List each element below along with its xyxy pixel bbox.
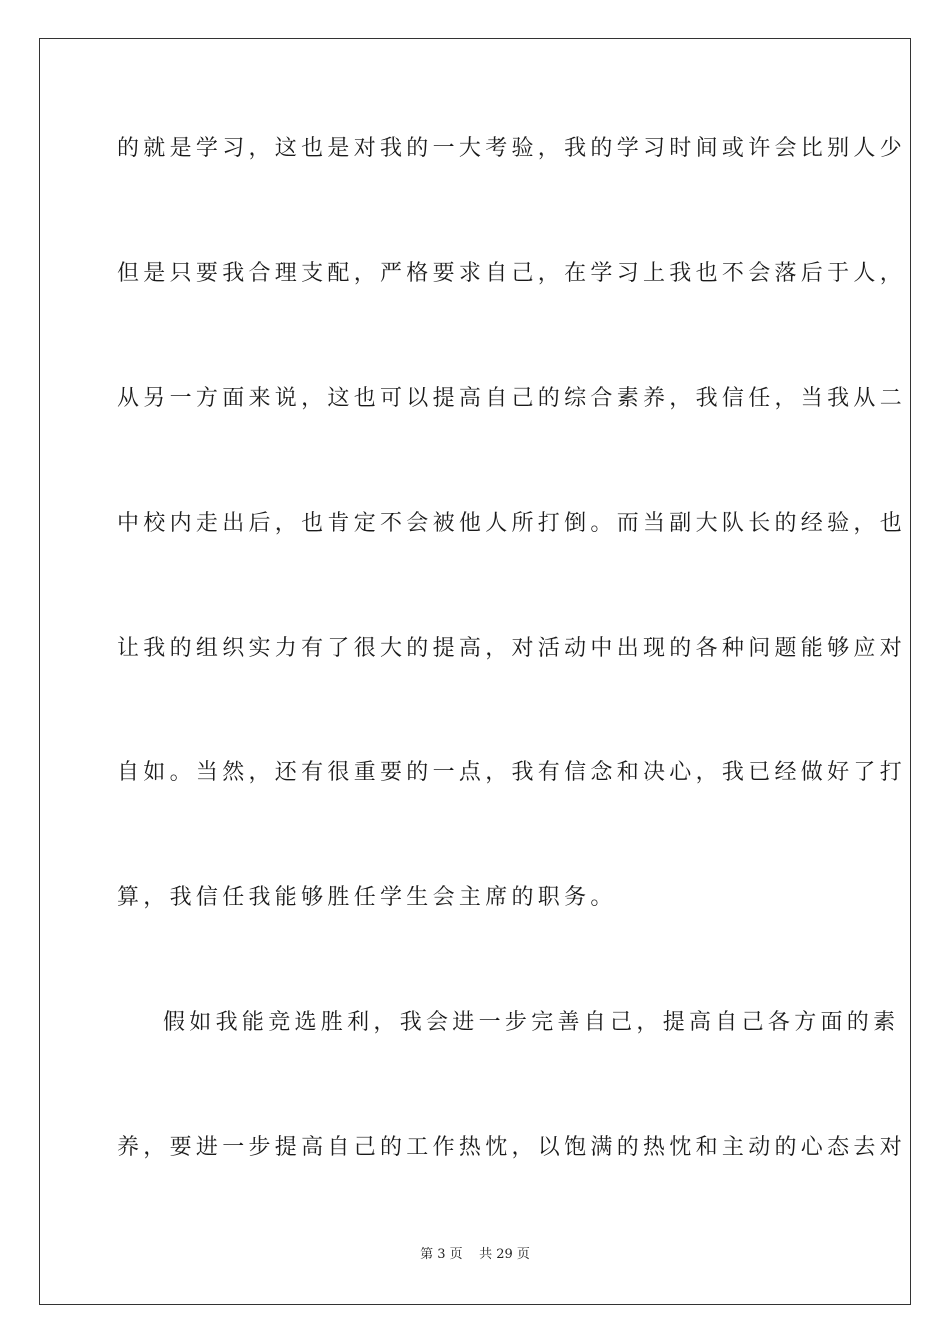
paragraph-first-line: 假如我能竞选胜利，我会进一步完善自己，提高自己各方面的素 <box>163 1010 900 1035</box>
body-text-line: 让我的组织实力有了很大的提高，对活动中出现的各种问题能够应对 <box>117 636 907 661</box>
body-text-line: 中校内走出后，也肯定不会被他人所打倒。而当副大队长的经验，也 <box>117 511 907 536</box>
body-text-line: 算，我信任我能够胜任学生会主席的职务。 <box>117 885 617 910</box>
body-text-line: 从另一方面来说，这也可以提高自己的综合素养，我信任，当我从二 <box>117 386 907 411</box>
page-number-footer: 第 3 页 共 29 页 <box>420 1247 530 1262</box>
body-text-line: 但是只要我合理支配，严格要求自己，在学习上我也不会落后于人， <box>117 261 907 286</box>
body-text-line: 养，要进一步提高自己的工作热忱，以饱满的热忱和主动的心态去对 <box>117 1135 907 1160</box>
body-text-line: 的就是学习，这也是对我的一大考验，我的学习时间或许会比别人少 <box>117 136 907 161</box>
page-border <box>39 38 911 1305</box>
body-text-line: 自如。当然，还有很重要的一点，我有信念和决心，我已经做好了打 <box>117 760 907 785</box>
